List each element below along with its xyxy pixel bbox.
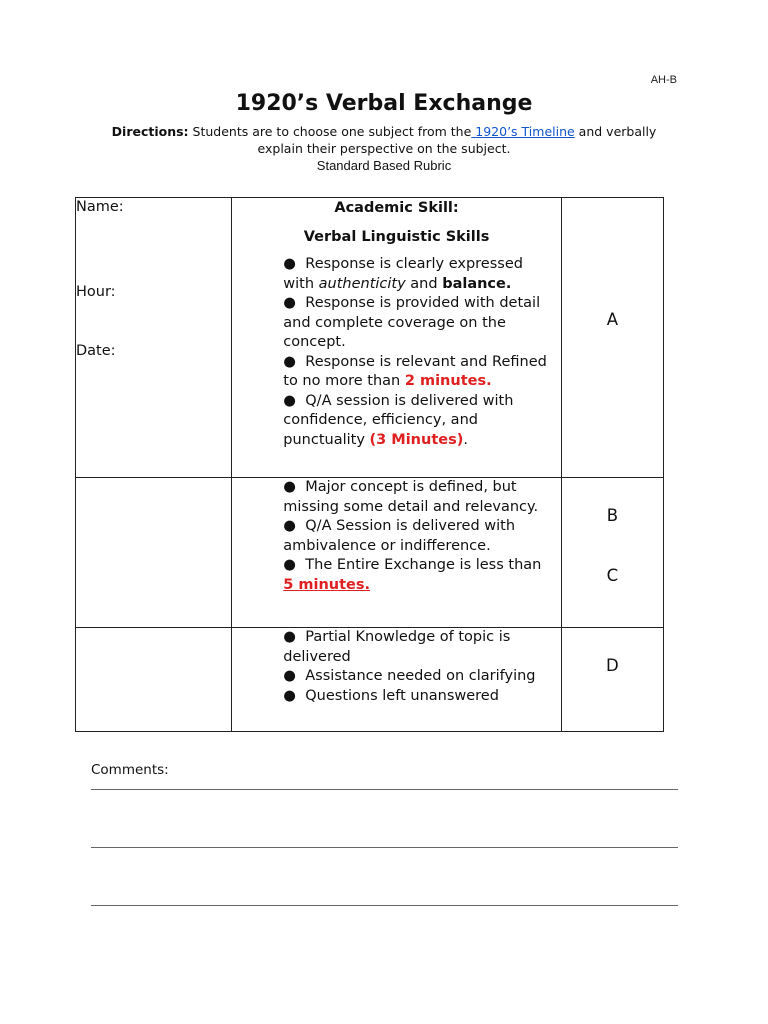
time-limit-3-min: (3 Minutes) xyxy=(369,431,464,448)
rubric-row-bc xyxy=(76,478,664,628)
list-item: ● Questions left unanswered xyxy=(283,687,555,707)
bullet-icon: ● xyxy=(283,518,296,534)
document-code: AH-B xyxy=(650,74,677,86)
grade-c: C xyxy=(606,566,619,585)
empty-cell-d xyxy=(76,628,232,732)
directions xyxy=(100,123,668,157)
academic-skill-heading: Academic Skill: xyxy=(334,200,459,216)
criteria-cell-bc xyxy=(232,478,562,628)
grade-cell-bc xyxy=(561,478,663,628)
list-item: ● Q/A Session is delivered with ambivalence or indifference. xyxy=(283,518,516,554)
bullet-icon: ● xyxy=(283,687,296,704)
date-label: Date: xyxy=(76,343,116,359)
grade-cell-d xyxy=(561,628,663,732)
list-item: ● Response is relevant and Refined to no more than 2 minutes. xyxy=(283,353,547,389)
bullet-icon: ● xyxy=(283,295,296,311)
comment-line[interactable] xyxy=(91,905,678,906)
bullet-icon: ● xyxy=(283,668,296,684)
student-info-cell xyxy=(76,198,232,478)
bullet-icon: ● xyxy=(283,392,296,409)
grade-b: B xyxy=(606,506,619,525)
grade-cell-a xyxy=(561,198,663,478)
directions-text-post: and verbally explain their perspective on the subject. xyxy=(257,124,657,156)
criteria-list-a xyxy=(232,255,561,450)
list-item: ● Q/A session is delivered with confidence, efficiency, and punctuality (3 Minutes). xyxy=(283,392,514,448)
time-limit-5-min: 5 minutes. xyxy=(283,576,371,593)
verbal-skills-heading: Verbal Linguistic Skills xyxy=(303,229,490,245)
comments-label: Comments: xyxy=(91,762,169,778)
list-item: ● Response is provided with detail and complete coverage on the concept. xyxy=(283,295,541,350)
hour-label: Hour: xyxy=(76,284,116,300)
name-label: Name: xyxy=(76,199,124,215)
time-limit-2-min: 2 minutes. xyxy=(404,373,492,389)
grade-a: A xyxy=(606,310,619,329)
bullet-icon: ● xyxy=(283,256,296,272)
rubric-row-d xyxy=(76,628,664,732)
empty-cell-bc xyxy=(76,478,232,628)
list-item: ● Response is clearly expressed with authenticity and balance. xyxy=(283,256,523,292)
bullet-icon: ● xyxy=(283,557,296,573)
criteria-cell-d xyxy=(232,628,562,732)
bullet-icon: ● xyxy=(283,629,296,645)
comment-line[interactable] xyxy=(91,789,678,790)
timeline-link[interactable]: 1920’s Timeline xyxy=(471,124,575,139)
list-item: ● Major concept is defined, but missing some detail and relevancy. xyxy=(283,479,539,515)
directions-text-pre: Students are to choose one subject from the xyxy=(188,124,472,139)
rubric-row-a xyxy=(76,198,664,478)
directions-label: Directions: xyxy=(111,124,189,139)
list-item: ● The Entire Exchange is less than 5 minutes. xyxy=(283,557,542,593)
bullet-icon: ● xyxy=(283,479,296,495)
criteria-list-bc xyxy=(232,478,561,595)
criteria-list-d xyxy=(232,628,561,706)
comment-line[interactable] xyxy=(91,847,678,848)
rubric-subtitle: Standard Based Rubric xyxy=(316,158,452,173)
bullet-icon: ● xyxy=(283,353,296,370)
page-title: 1920’s Verbal Exchange xyxy=(235,91,533,116)
list-item: ● Partial Knowledge of topic is delivered xyxy=(283,629,511,665)
rubric-table xyxy=(75,197,664,732)
list-item: ● Assistance needed on clarifying xyxy=(283,667,555,687)
criteria-cell-a xyxy=(232,198,562,478)
grade-d: D xyxy=(606,656,619,675)
